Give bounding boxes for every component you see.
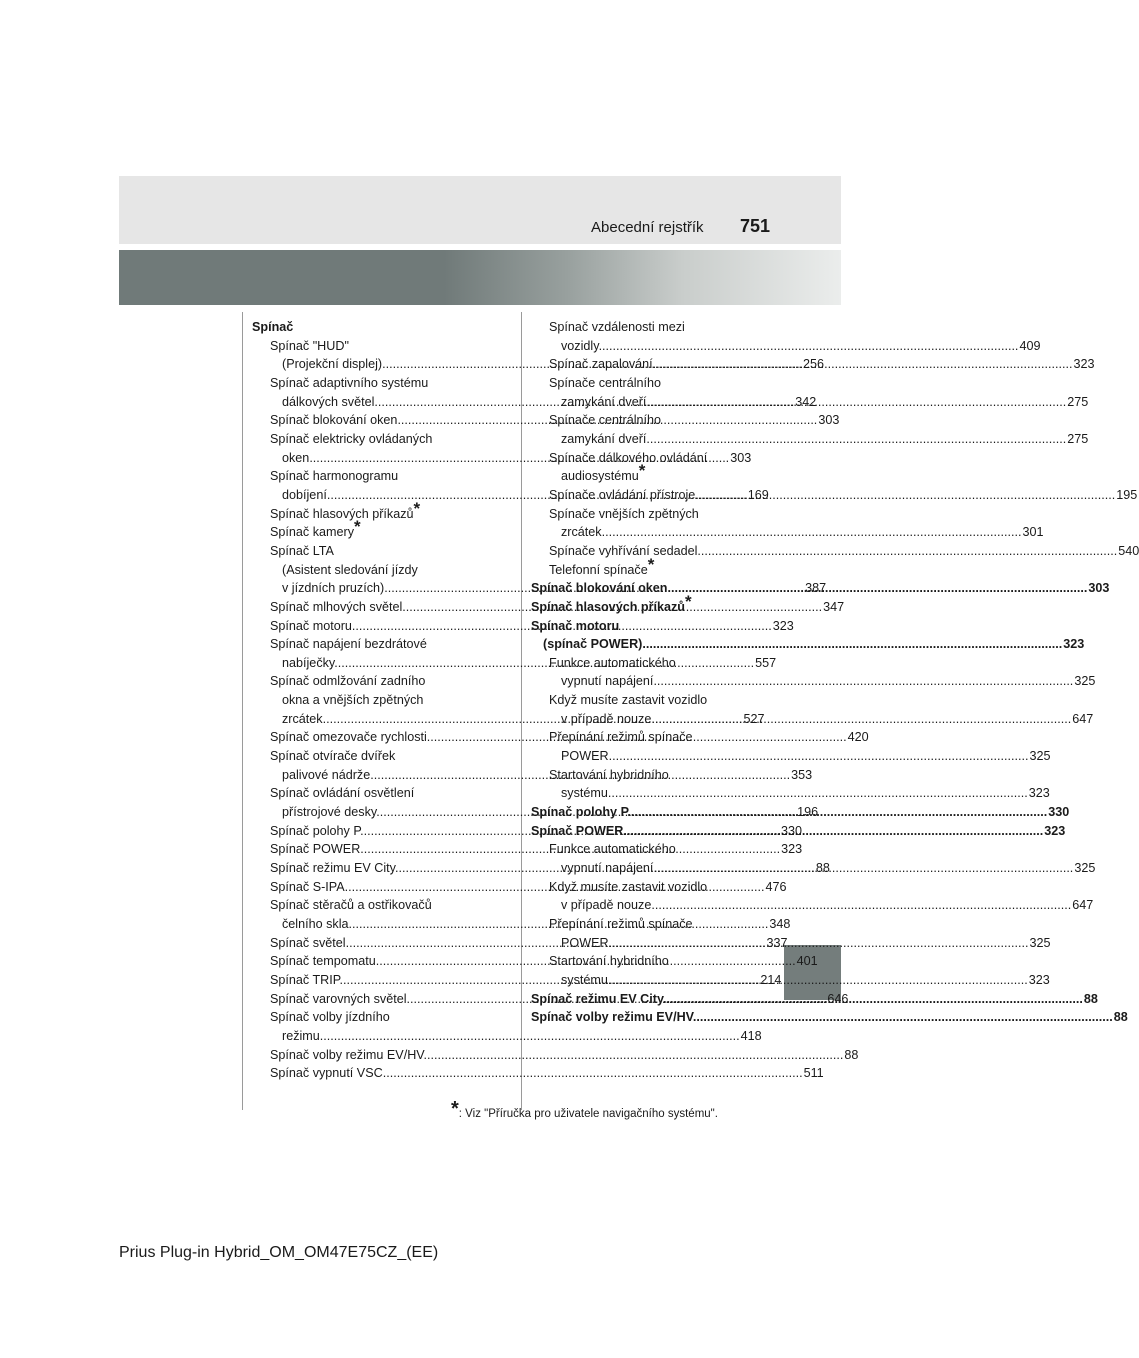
index-entry-text: Spínač vzdálenosti mezi <box>549 320 685 334</box>
index-entry <box>531 542 1139 561</box>
page-reference: 323 <box>1044 823 1066 838</box>
index-entry-line <box>549 430 1089 449</box>
page-reference: 323 <box>781 842 803 857</box>
index-entry-text: Spínač motoru <box>531 618 620 633</box>
index-entry-line <box>270 1027 762 1046</box>
page-reference: 323 <box>1028 972 1050 987</box>
index-entry-text: Spínač <box>252 320 294 334</box>
index-entry-text: oken <box>282 450 310 465</box>
index-entry-line <box>549 784 1050 803</box>
index-entry-text: systému <box>561 786 608 801</box>
index-entry-text: Spínač volby režimu EV/HV <box>531 1010 693 1025</box>
index-entry <box>531 505 1044 542</box>
index-entry-text: Přepínání režimů spínače <box>549 730 693 745</box>
index-entry-text: Spínač světel <box>270 935 346 950</box>
column-rule-left <box>242 312 243 1110</box>
page-reference: 647 <box>1072 711 1094 726</box>
index-entry-text: Spínače centrálního <box>549 413 662 428</box>
leader-dots <box>693 1010 1113 1024</box>
leader-dots <box>608 786 1028 800</box>
index-entry-text: palivové nádrže <box>282 767 371 782</box>
index-entry-text: Spínač volby režimu EV/HV <box>270 1047 424 1062</box>
index-entry-text: v případě nouze <box>561 711 652 726</box>
index-entry-text: Spínač motoru <box>270 618 352 633</box>
index-entry-text: Spínač S-IPA <box>270 879 345 894</box>
index-entry-text: (Asistent sledování jízdy <box>282 562 418 577</box>
index-entry-text: Spínač omezovače rychlosti <box>270 730 427 745</box>
index-entry-line <box>531 591 751 617</box>
index-entry-text: Spínač vypnutí VSC <box>270 1066 383 1081</box>
index-entry-line <box>270 1046 859 1065</box>
index-entry-text: zrcátek <box>282 711 323 726</box>
index-entry-text: Spínače dálkového ovládání <box>549 450 708 465</box>
page-reference: 420 <box>847 730 869 745</box>
index-entry-text: Spínač blokování oken <box>531 581 668 596</box>
index-entry-text: Spínač adaptivního systému <box>270 375 429 390</box>
index-entry-text: Spínač kamery <box>270 525 354 540</box>
index-entry-text: Spínač volby jízdního <box>270 1010 390 1025</box>
decorative-gradient-band <box>119 250 841 305</box>
page-reference: 540 <box>1118 543 1139 558</box>
footnote-marker: * <box>451 1098 459 1120</box>
page-reference: 511 <box>803 1066 824 1081</box>
footnote-marker: * <box>354 517 361 537</box>
page-reference: 557 <box>755 655 777 670</box>
index-entry-line <box>531 1008 1128 1027</box>
index-entry <box>252 1046 859 1065</box>
leader-dots <box>599 339 1019 353</box>
leader-dots <box>651 712 1071 726</box>
index-entry-text: Spínač polohy P <box>531 805 628 820</box>
page-reference: 256 <box>802 357 824 372</box>
index-entry-text: vozidly <box>561 338 599 353</box>
index-entry-text: POWER <box>561 935 609 950</box>
page-reference: 330 <box>780 823 802 838</box>
index-entry-text: čelního skla <box>282 917 349 931</box>
index-entry-text: Přepínání režimů spínače <box>549 917 693 931</box>
index-entry-text: dobíjení <box>282 487 327 502</box>
page-reference: 325 <box>1074 861 1096 876</box>
page-reference: 330 <box>1048 805 1070 820</box>
leader-dots <box>642 637 1062 651</box>
page-reference: 348 <box>769 917 791 931</box>
page-reference: 418 <box>740 1028 762 1043</box>
page-reference: 527 <box>743 711 765 726</box>
index-entry-text: Spínač režimu EV City <box>270 861 396 876</box>
index-entry-text: zrcátek <box>561 525 602 540</box>
index-entry <box>531 554 751 580</box>
index-entry-text: Spínač "HUD" <box>270 338 349 353</box>
index-entry-line <box>270 617 794 636</box>
index-entry-text: Spínač hlasových příkazů <box>531 599 685 614</box>
index-entry-text: Spínač mlhových světel <box>270 599 403 614</box>
index-entry-text: okna a vnějších zpětných <box>282 693 424 708</box>
leader-dots <box>646 395 1066 409</box>
header-band <box>119 176 841 244</box>
leader-dots <box>667 581 1087 595</box>
index-entry <box>252 498 472 524</box>
leader-dots <box>653 861 1073 875</box>
leader-dots <box>602 525 1022 539</box>
index-entry-text: Funkce automatického <box>549 842 676 857</box>
index-entry-text: Spínač elektricky ovládaných <box>270 431 433 446</box>
page-reference: 347 <box>823 599 845 614</box>
leader-dots <box>609 936 1029 950</box>
page-reference: 342 <box>795 394 817 409</box>
index-entry-text: Spínač blokování oken <box>270 413 398 428</box>
page-reference: 214 <box>760 972 782 987</box>
index-entry-text: Spínač TRIP <box>270 972 340 987</box>
index-entry-text: Spínače vnějších zpětných <box>549 506 699 521</box>
index-entry-text: dálkových světel <box>282 394 375 409</box>
page-reference: 353 <box>791 767 813 782</box>
index-entry-line <box>549 523 1044 542</box>
index-entry-text: Startování hybridního <box>549 954 669 969</box>
page-reference: 325 <box>1029 935 1051 950</box>
index-entry-line <box>549 337 1041 356</box>
index-entry-text: nabíječky <box>282 655 335 670</box>
footnote-marker: * <box>684 591 692 611</box>
page-reference: 476 <box>765 879 787 894</box>
footnote-marker: * <box>638 461 646 481</box>
index-entry-text: vypnutí napájení <box>561 861 654 876</box>
index-entry <box>252 517 472 542</box>
index-entry-text: (spínač POWER) <box>543 637 643 652</box>
index-entry-text: Spínače centrálního <box>549 375 662 390</box>
index-entry-text: Spínač harmonogramu <box>270 469 399 484</box>
index-entry-line <box>549 747 1051 766</box>
index-entry-text: systému <box>561 972 608 987</box>
page-number: 751 <box>740 216 771 236</box>
index-entry <box>531 591 751 617</box>
leader-dots <box>651 898 1071 912</box>
index-entry-text: přístrojové desky <box>282 805 377 820</box>
leader-dots <box>609 749 1029 763</box>
section-title: Abecední rejstřík <box>591 219 704 236</box>
page-reference: 195 <box>1116 487 1138 502</box>
index-entry-line <box>549 461 751 486</box>
page-reference: 401 <box>796 954 818 969</box>
index-entry-text: v jízdních pruzích) <box>282 581 385 596</box>
leader-dots <box>697 544 1117 558</box>
index-entry-text: v případě nouze <box>561 898 652 913</box>
page-reference: 387 <box>805 581 827 596</box>
leader-dots <box>608 973 1028 987</box>
index-entry-text: POWER <box>561 749 609 764</box>
page-reference: 325 <box>1074 674 1096 689</box>
page-reference: 323 <box>1028 786 1050 801</box>
index-entry-text: Spínač tempomatu <box>270 954 376 969</box>
index-entry-text: audiosystému <box>561 469 639 484</box>
index-entry-text: Když musíte zastavit vozidlo <box>549 879 708 894</box>
index-entry <box>531 449 751 486</box>
page-reference: 275 <box>1067 431 1089 446</box>
page-reference: 275 <box>1067 394 1089 409</box>
index-entry <box>252 617 794 636</box>
page-reference: 303 <box>730 450 752 465</box>
page-reference: 88 <box>1083 991 1098 1006</box>
document-title: Prius Plug-in Hybrid_OM_OM47E75CZ_(EE) <box>119 1244 439 1261</box>
leader-dots <box>623 824 1043 838</box>
index-entry-text: Spínače ovládání přístroje <box>549 487 696 502</box>
leader-dots <box>663 992 1083 1006</box>
page-reference: 646 <box>827 991 849 1006</box>
index-entry-text: Spínač POWER <box>270 842 361 857</box>
page-reference: 196 <box>797 805 819 820</box>
index-entry-line <box>270 517 472 542</box>
index-entry-text: Když musíte zastavit vozidlo <box>549 693 708 708</box>
page-reference: 88 <box>844 1047 859 1062</box>
footnote-marker: * <box>413 498 421 518</box>
index-entry-text: Spínač stěračů a ostřikovačů <box>270 898 432 913</box>
page-reference: 169 <box>747 487 769 502</box>
leader-dots <box>653 357 1073 371</box>
index-entry-text: Telefonní spínače <box>549 562 648 577</box>
index-entry-text: zamykání dveří <box>561 394 647 409</box>
index-entry-text: Spínače vyhřívání sedadel <box>549 543 698 558</box>
footnote-marker: * <box>647 554 655 574</box>
leader-dots <box>320 1029 740 1043</box>
index-entry <box>531 617 1085 654</box>
index-entry-text: Spínač zapalování <box>549 357 653 372</box>
index-entry-text: režimu <box>282 1028 320 1043</box>
page-reference: 88 <box>815 861 830 876</box>
index-entry-text: Spínač režimu EV City <box>531 991 664 1006</box>
page-reference: 323 <box>772 618 794 633</box>
page-reference: 88 <box>1113 1010 1128 1025</box>
index-entry-line <box>270 1064 824 1083</box>
index-entry-text: Funkce automatického <box>549 655 676 670</box>
index-entry <box>531 318 1041 355</box>
page-reference: 303 <box>818 413 840 428</box>
page-reference: 303 <box>1088 581 1110 596</box>
leader-dots <box>695 488 1115 502</box>
index-entry <box>531 1008 1128 1027</box>
index-entry-text: Spínač hlasových příkazů <box>270 506 414 521</box>
index-entry-text: (Projekční displej) <box>282 357 383 372</box>
page-reference: 647 <box>1072 898 1094 913</box>
index-entry-text: Spínač ovládání osvětlení <box>270 786 415 801</box>
leader-dots <box>653 674 1073 688</box>
index-entry-line <box>549 554 751 580</box>
leader-dots <box>646 432 1066 446</box>
page-reference: 323 <box>1063 637 1085 652</box>
index-entry-text: Spínač LTA <box>270 543 334 558</box>
index-entry-text: zamykání dveří <box>561 431 647 446</box>
index-entry-text: Spínač otvírače dvířek <box>270 749 396 764</box>
index-entry-text: Spínač odmlžování zadního <box>270 674 426 689</box>
page-reference: 301 <box>1022 525 1044 540</box>
index-entry-text: Spínač POWER <box>531 823 624 838</box>
page-reference: 409 <box>1019 338 1041 353</box>
index-entry-text: Spínač varovných světel <box>270 991 407 1006</box>
index-entry <box>252 1064 824 1083</box>
page-reference: 337 <box>766 935 788 950</box>
index-entry-text: Spínač polohy P <box>270 823 361 838</box>
index-entry <box>252 318 472 337</box>
index-entry-line <box>270 498 472 524</box>
leader-dots <box>383 1066 803 1080</box>
index-entry-line <box>549 672 1096 691</box>
index-entry-text: vypnutí napájení <box>561 674 654 689</box>
page-reference: 325 <box>1029 749 1051 764</box>
index-entry-line <box>531 635 1085 654</box>
leader-dots <box>424 1048 844 1062</box>
index-entry-text: Spínač napájení bezdrátové <box>270 637 427 652</box>
page-reference: 323 <box>1073 357 1095 372</box>
index-entry-line <box>549 896 1094 915</box>
footnote <box>451 1098 718 1120</box>
index-entry-text: Startování hybridního <box>549 767 669 782</box>
footnote-text: : Viz "Příručka pro uživatele navigačního systému". <box>458 1108 718 1120</box>
leader-dots <box>627 805 1047 819</box>
